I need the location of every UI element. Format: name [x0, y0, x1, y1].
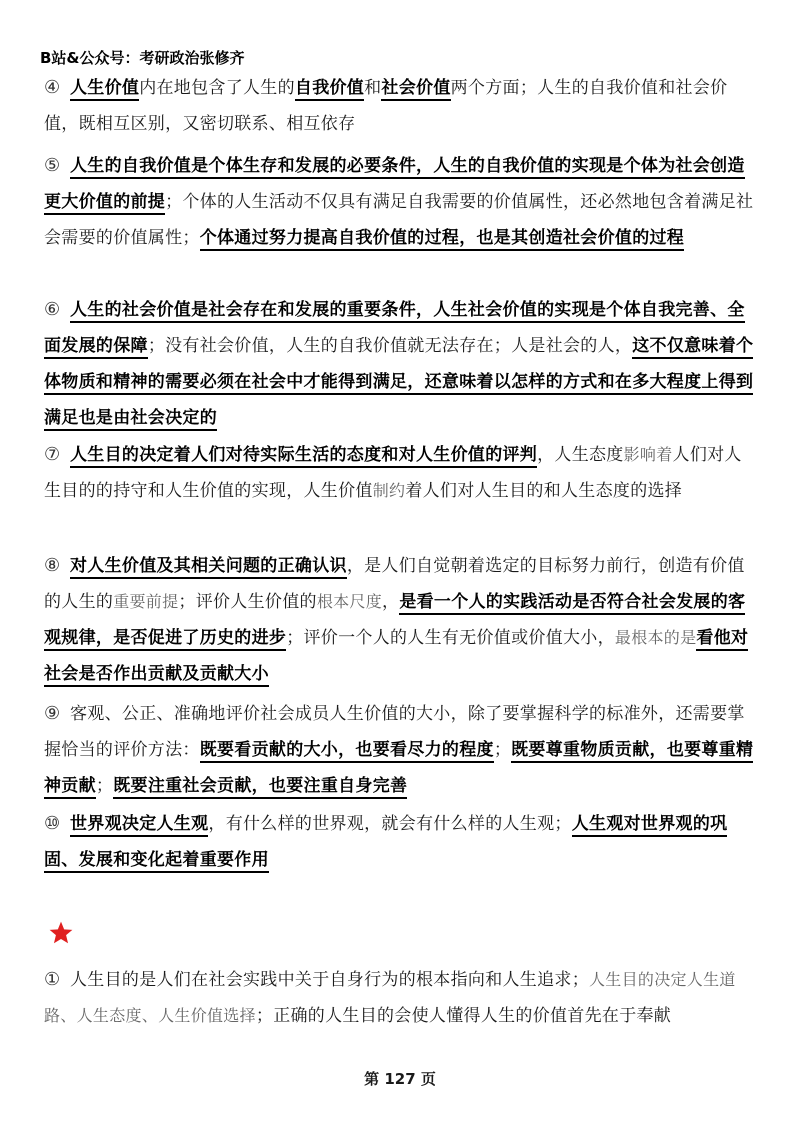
item-number: ①: [44, 969, 61, 990]
body-text: ，: [382, 592, 400, 612]
key-point-text: 既要看贡献的大小，也要看尽力的程度: [200, 740, 494, 763]
key-point-text: 社会价值: [381, 78, 450, 101]
key-point-text: 看他对社会是否作出贡献及贡献大小: [44, 628, 748, 687]
key-point-text: 人生的自我价值是个体生存和发展的必要条件，人生的自我价值的实现是个体为社会创造更大价值的前提: [44, 156, 745, 215]
key-point-text: 人生价值: [70, 78, 139, 101]
red-star-icon: [48, 920, 74, 946]
item-number: ⑦: [44, 444, 61, 465]
key-point-text: 个体通过努力提高自我价值的过程，也是其创造社会价值的过程: [200, 228, 684, 251]
list-item-star-1: [44, 962, 756, 1034]
body-text: ；正确的人生目的会使人懂得人生的价值首先在于奉献: [255, 1006, 672, 1026]
body-text: ；评价一个人的人生有无价值或价值大小，: [286, 628, 615, 648]
body-text: ；: [493, 740, 512, 760]
body-text: ；评价人生价值的: [178, 592, 317, 612]
list-item-10: [44, 806, 756, 878]
key-point-text: 既要尊重物质贡献，也要尊重精神贡献: [44, 740, 753, 799]
key-point-text: 世界观决定人生观: [70, 814, 208, 837]
key-point-text: 人生观对世界观的巩固、发展和变化起着重要作用: [44, 814, 727, 873]
gray-emphasis-text: 重要前提: [113, 592, 179, 611]
gray-emphasis-text: 根本尺度: [316, 592, 383, 611]
gray-emphasis-text: 人生目的决定人生道路、人生态度、人生价值选择: [44, 970, 736, 1025]
header-source: B站&公众号：考研政治张修齐: [40, 49, 245, 67]
body-text: ；没有社会价值，人生的自我价值就无法存在；人是社会的人，: [147, 336, 633, 356]
body-text: 着人们对人生目的和人生态度的选择: [405, 481, 683, 501]
body-text: 人生目的是人们在社会实践中关于自身行为的根本指向和人生追求；: [70, 970, 589, 990]
key-point-text: 人生的社会价值是社会存在和发展的重要条件，人生社会价值的实现是个体自我完善、全面发展的保障: [44, 300, 745, 359]
body-text: ，有什么样的世界观，就会有什么样的人生观；: [208, 814, 572, 834]
item-number: ⑥: [44, 299, 61, 320]
body-text: ，是人们自觉朝着选定的目标努力前行，创造有价值的人生的: [44, 556, 745, 612]
list-item-8: [44, 548, 756, 692]
page-number: 第 127 页: [364, 1070, 436, 1088]
key-point-text: 既要注重社会贡献，也要注重自身完善: [113, 776, 407, 799]
list-item-5: [44, 148, 756, 256]
body-text: ；个体的人生活动不仅具有满足自我需要的价值属性，还必然地包含着满足社会需要的价值属性；: [44, 192, 754, 248]
list-item-9: [44, 696, 756, 804]
body-text: ，人生态度: [537, 445, 624, 465]
item-number: ⑧: [44, 555, 61, 576]
body-text: ；: [95, 776, 114, 796]
body-text: 人们对人生目的的持守和人生价值的实现，人生价值: [44, 445, 742, 501]
item-number: ⑨: [44, 703, 61, 724]
body-text: 客观、公正、准确地评价社会成员人生价值的大小，除了要掌握科学的标准外，还需要掌握恰当的评价方法：: [44, 704, 745, 760]
key-point-text: 是看一个人的实践活动是否符合社会发展的客观规律，是否促进了历史的进步: [44, 592, 745, 651]
item-number: ④: [44, 77, 61, 98]
list-item-6: [44, 292, 756, 436]
list-item-7: [44, 437, 756, 509]
body-text: 和: [364, 78, 382, 98]
key-point-text: 这不仅意味着个体物质和精神的需要必须在社会中才能得到满足，还意味着以怎样的方式和在多大程度上得到满足也是由社会决定的: [44, 336, 753, 431]
key-point-text: 人生目的决定着人们对待实际生活的态度和对人生价值的评判: [70, 445, 537, 468]
gray-emphasis-text: 影响着: [623, 445, 673, 464]
list-item-4: [44, 70, 756, 142]
gray-emphasis-text: 制约: [372, 481, 406, 500]
item-number: ⑤: [44, 155, 61, 176]
key-point-text: 自我价值: [295, 78, 364, 101]
item-number: ⑩: [44, 813, 61, 834]
body-text: 内在地包含了人生的: [139, 78, 295, 98]
key-point-text: 对人生价值及其相关问题的正确认识: [70, 556, 347, 579]
gray-emphasis-text: 最根本的是: [614, 628, 697, 647]
body-text: 两个方面；人生的自我价值和社会价值，既相互区别，又密切联系、相互依存: [44, 78, 728, 134]
